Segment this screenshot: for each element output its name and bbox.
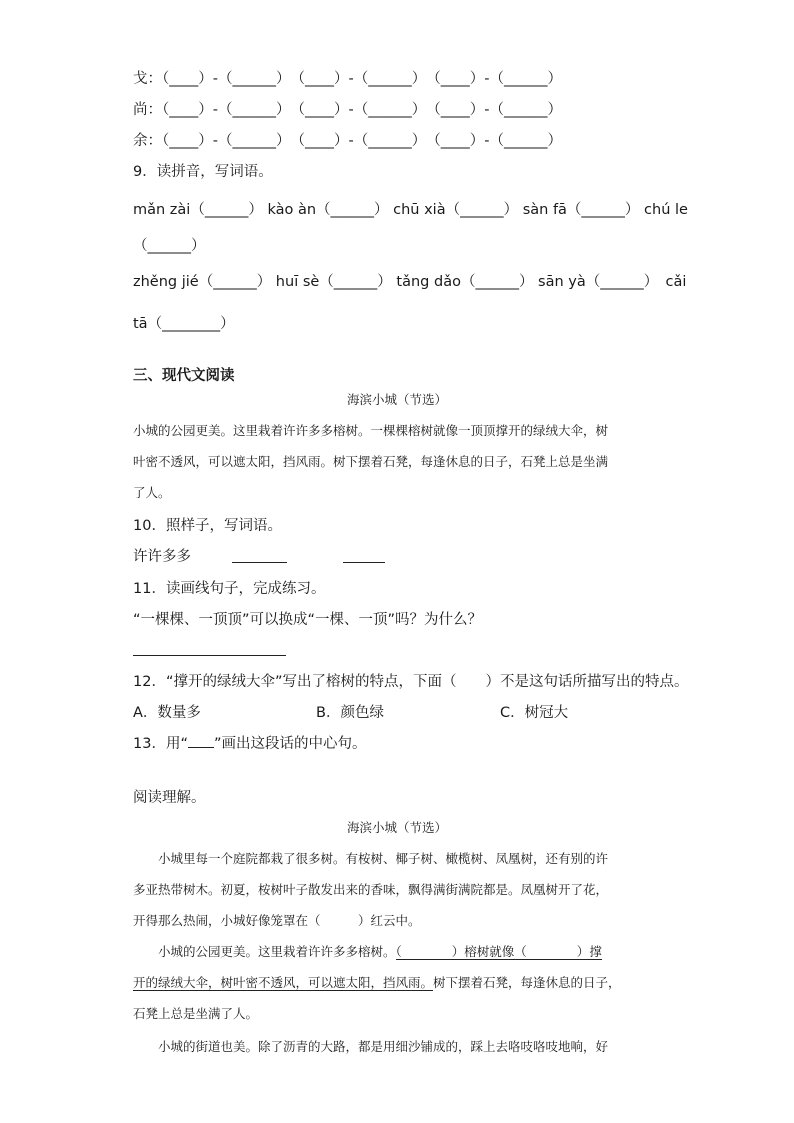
passage-line: 叶密不透风，可以遮太阳，挡风雨。树下摆着石凳，每逢休息的日子，石凳上总是坐满	[133, 454, 609, 469]
q11-answer-line[interactable]	[133, 641, 286, 656]
reading-p2-text: 小城的公园更美。这里栽着许许多多榕树。	[158, 944, 396, 959]
q11-title: 11．读画线句子，完成练习。	[133, 581, 326, 597]
radical-row-2	[133, 98, 562, 119]
q12-option-a[interactable]: A．数量多	[133, 705, 201, 721]
q11-question: “一棵棵、一顶顶”可以换成“一棵、一顶”吗？为什么？	[133, 612, 483, 628]
reading-p2-line-3: 石凳上总是坐满了人。	[133, 1006, 259, 1021]
q12-option-b[interactable]: B．颜色绿	[316, 705, 384, 721]
q9-pinyin-line-1: mǎn zài（______） kào àn（______） chū xià（______） sàn fā（______） chú le	[133, 202, 688, 218]
reading-heading: 阅读理解。	[133, 790, 206, 806]
passage-line: 小城的公园更美。这里栽着许许多多榕树。一棵棵榕树就像一顶顶撑开的绿绒大伞，树	[133, 423, 609, 438]
reading-p1-line-1: 小城里每一个庭院都栽了很多树。有桉树、椰子树、橄榄树、凤凰树，还有别的许	[158, 851, 609, 866]
reading-p2-text: 树下摆着石凳，每逢休息的日子，	[433, 975, 621, 990]
q12-option-c[interactable]: C．树冠大	[500, 705, 569, 721]
reading-p2-blank-1[interactable]: （ ）	[395, 944, 465, 959]
reading-p1-line-3: 开得那么热闹，小城好像笼罩在（ ）红云中。	[133, 913, 421, 928]
reading-p2-underlined: 开的绿绒大伞，树叶密不透风，可以遮太阳，挡风雨。	[133, 975, 434, 990]
passage-line: 了人。	[133, 485, 171, 500]
radical-row-1	[133, 67, 562, 88]
reading-p1-line-2: 多亚热带树木。初夏，桉树叶子散发出来的香味，飘得满街满院都是。凤凰树开了花，	[133, 882, 609, 897]
q9-title: 9．读拼音，写词语。	[133, 164, 273, 180]
reading-p2-line-2	[133, 973, 621, 991]
q13	[133, 732, 366, 753]
radical-pattern: （____）-（______） （____）-（______） （____）-（______）	[162, 133, 562, 149]
reading-p3-line-1: 小城的街道也美。除了沥青的大路，都是用细沙铺成的，踩上去咯吱咯吱地响，好	[158, 1039, 609, 1054]
reading-p2-underlined: 撑	[589, 944, 602, 959]
q13-underline-sample	[188, 733, 214, 748]
q10-title: 10．照样子，写词语。	[133, 518, 282, 534]
q9-pinyin-line-2: （______）	[133, 238, 206, 254]
q9-pinyin-line-3: zhěng jié（______） huī sè（______） tǎng dǎo（______） sān yà（______） cǎi	[133, 274, 687, 290]
q13-prefix: 13．用“	[133, 736, 188, 752]
reading-p2-blank-2[interactable]: （ ）	[514, 944, 590, 959]
radical-char: 戈：	[133, 71, 162, 87]
radical-char: 尚：	[133, 102, 162, 118]
q12-title: 12．“撑开的绿绒大伞”写出了榕树的特点，下面（ ）不是这句话所描写出的特点。	[133, 674, 689, 690]
q9-pinyin-line-4: tā（________）	[133, 316, 235, 332]
radical-char: 余：	[133, 133, 162, 149]
section-heading: 三、现代文阅读	[133, 368, 235, 384]
q10-example: 许许多多	[133, 549, 191, 565]
reading-p2-underlined: 榕树就像	[464, 944, 515, 959]
reading-title: 海滨小城（节选）	[346, 820, 447, 835]
q10-answer-blank-2[interactable]	[343, 548, 385, 563]
q13-suffix: ”画出这段话的中心句。	[213, 736, 367, 752]
radical-pattern: （____）-（______） （____）-（______） （____）-（______）	[162, 102, 562, 118]
radical-row-3	[133, 129, 562, 150]
passage-title: 海滨小城（节选）	[346, 392, 447, 407]
reading-p2-line-1	[158, 942, 602, 960]
q10-answer-blank-1[interactable]	[232, 548, 287, 563]
radical-pattern: （____）-（______） （____）-（______） （____）-（______）	[162, 71, 562, 87]
